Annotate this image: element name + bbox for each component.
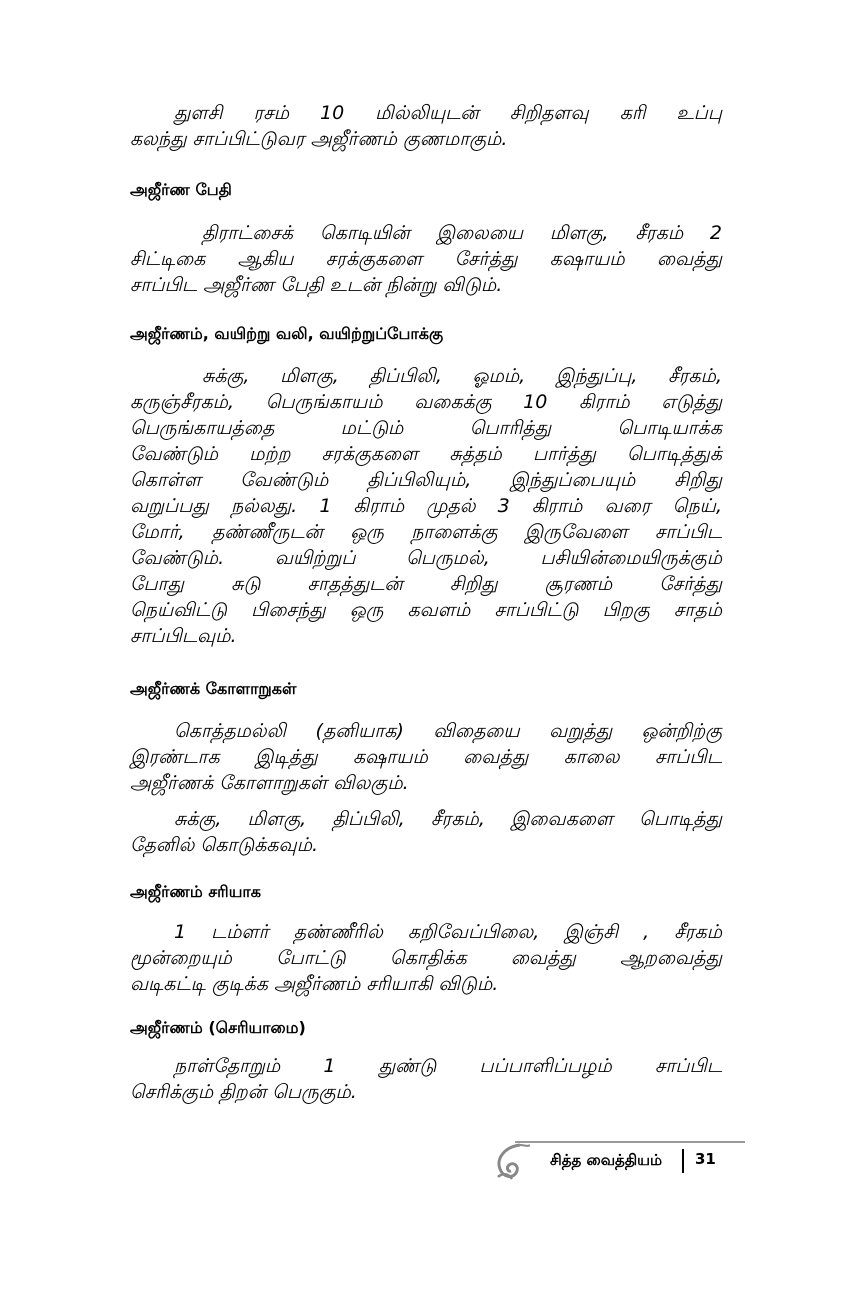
heading-stomach-pain [130, 322, 722, 346]
paragraph-ajeerna-disorders [130, 718, 722, 796]
text-line: செரிக்கும் திறன் பெருகும். [130, 1081, 357, 1103]
text-line: வேண்டும் மற்ற சரக்குகளை சுத்தம் பார்த்து பொடித்துக் [130, 443, 722, 465]
text-line: வறுப்பது நல்லது. 1 கிராம் முதல் 3 கிராம் வரை நெய், [130, 495, 722, 517]
paragraph-stomach-pain [130, 363, 722, 649]
paragraph-indigestion [130, 1053, 722, 1105]
text-line: திராட்சைக் கொடியின் இலையை மிளகு, சீரகம் 2 [202, 222, 722, 244]
text-line: கருஞ்சீரகம், பெருங்காயம் வகைக்கு 10 கிராம் எடுத்து [130, 391, 722, 413]
text-line: அஜீர்ணக் கோளாறுகள் விலகும். [130, 772, 409, 794]
section-heading: அஜீர்ணம் (செரியாமை) [130, 1018, 306, 1037]
text-line: வடிகட்டி குடிக்க அஜீர்ணம் சரியாகி விடும். [130, 973, 499, 995]
text-line: வேண்டும். வயிற்றுப் பெருமல், பசியின்மையிருக்கும் [130, 547, 722, 569]
page-footer [490, 1135, 750, 1195]
heading-ajeerna-disorders [130, 677, 722, 701]
text-line: சாப்பிட அஜீர்ண பேதி உடன் நின்று விடும். [130, 274, 503, 296]
text-line: நாள்தோறும் 1 துண்டு பப்பாளிப்பழம் சாப்பிட [174, 1055, 722, 1077]
text-line: துளசி ரசம் 10 மில்லியுடன் சிறிதளவு கரி உப்பு [174, 102, 722, 124]
heading-ajeerna-cure [130, 880, 722, 904]
text-line: இரண்டாக இடித்து கஷாயம் வைத்து காலை சாப்பிட [130, 746, 722, 768]
book-title: சித்த வைத்தியம் [550, 1151, 663, 1169]
text-line: சாப்பிடவும். [130, 625, 237, 647]
text-line: பெருங்காயத்தை மட்டும் பொரித்து பொடியாக்க [130, 417, 722, 439]
text-line: போது சுடு சாதத்துடன் சிறிது சூரணம் சேர்த்து [130, 573, 722, 595]
paragraph-sukku [130, 806, 722, 858]
paragraph-ajeerna-cure [130, 919, 722, 997]
text-line: கொள்ள வேண்டும் திப்பிலியும், இந்துப்பையும் சிறிது [130, 469, 722, 491]
text-line: கலந்து சாப்பிட்டுவர அஜீர்ணம் குணமாகும். [130, 128, 508, 150]
paragraph-ajeerna-bedhi [130, 220, 722, 298]
page-number: 31 [695, 1150, 716, 1168]
section-heading: அஜீர்ணம், வயிற்று வலி, வயிற்றுப்போக்கு [130, 324, 444, 343]
heading-indigestion [130, 1016, 722, 1040]
text-line: கொத்தமல்லி (தனியாக) விதையை வறுத்து ஒன்றிற்கு [174, 720, 722, 742]
text-line: மோர், தண்ணீருடன் ஒரு நாளைக்கு இருவேளை சாப்பிட [130, 521, 722, 543]
heading-ajeerna-bedhi [130, 178, 722, 202]
section-heading: அஜீர்ண பேதி [130, 180, 232, 199]
text-line: தேனில் கொடுக்கவும். [130, 834, 319, 856]
text-line: 1 டம்ளர் தண்ணீரில் கறிவேப்பிலை, இஞ்சி , சீரகம் [174, 921, 722, 943]
ornament-icon [490, 1139, 530, 1183]
text-line: சிட்டிகை ஆகிய சரக்குகளை சேர்த்து கஷாயம் வைத்து [130, 248, 722, 270]
text-line: சுக்கு, மிளகு, திப்பிலி, சீரகம், இவைகளை பொடித்து [174, 808, 722, 830]
paragraph-tulasi [130, 100, 722, 152]
text-line: மூன்றையும் போட்டு கொதிக்க வைத்து ஆறவைத்து [130, 947, 722, 969]
text-line: சுக்கு, மிளகு, திப்பிலி, ஓமம், இந்துப்பு, சீரகம், [202, 365, 722, 387]
footer-rule [515, 1141, 745, 1143]
footer-divider [682, 1149, 684, 1173]
section-heading: அஜீர்ணம் சரியாக [130, 882, 262, 901]
text-line: நெய்விட்டு பிசைந்து ஒரு கவளம் சாப்பிட்டு பிறகு சாதம் [130, 599, 722, 621]
section-heading: அஜீர்ணக் கோளாறுகள் [130, 679, 297, 698]
